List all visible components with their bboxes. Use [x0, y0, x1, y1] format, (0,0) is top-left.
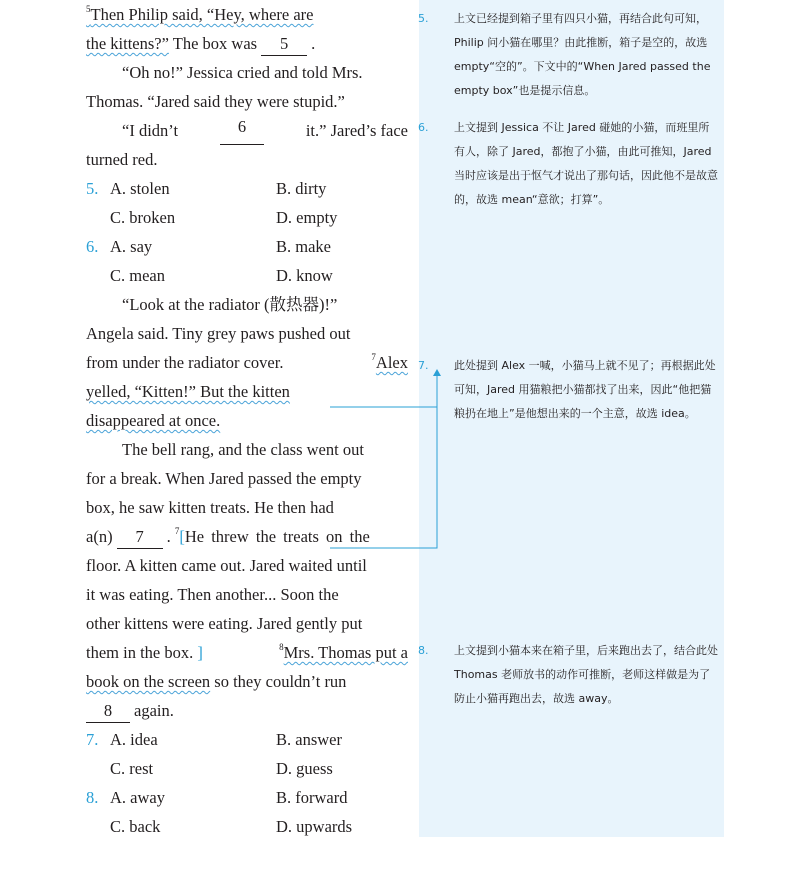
question-number: 7.	[86, 730, 99, 749]
sentence-marker-8: 8	[279, 642, 284, 652]
passage-line-17: a(n) 7 . $^7$[He threw the treats on the	[86, 522, 408, 551]
question-6-row-1	[86, 232, 408, 261]
question-number: 8.	[86, 788, 99, 807]
note-number: 7.	[418, 359, 429, 372]
passage-text: Then Philip said, “Hey, where are	[90, 5, 314, 24]
passage-line-12: yelled, “Kitten!” But the kitten	[86, 382, 290, 401]
passage-line-15: for a break. When Jared passed the empty	[86, 469, 362, 488]
option-d[interactable]: D. guess	[276, 759, 333, 778]
note-text: 上文提到 Jessica 不让 Jared 碰她的小猫，而班里所有人，除了 Jared，都抱了小猫，由此可推知，Jared 当时应该是出于怄气才说出了那句话，因此他不是故意的，故选 mean“意欲；打算”。	[454, 121, 718, 206]
passage-text: it.” Jared’s face	[305, 121, 408, 140]
option-a[interactable]: A. idea	[110, 730, 158, 749]
passage-line-9: “Look at the radiator (散热器)!”	[122, 295, 338, 314]
passage-line-23	[86, 696, 408, 725]
note-6	[418, 116, 718, 212]
note-text: 此处提到 Alex 一喊，小猫马上就不见了；再根据此处可知，Jared 用猫粮把小猫都找了出来，因此“他把猫粮扔在地上”是他想出来的一个主意，故选 idea。	[454, 359, 716, 420]
option-a[interactable]: A. say	[110, 237, 153, 256]
passage-text: Alex	[375, 353, 408, 372]
option-c[interactable]: C. rest	[110, 759, 154, 778]
option-b[interactable]: B. make	[276, 237, 331, 256]
note-5	[418, 7, 718, 103]
passage-text: The box was	[168, 34, 258, 53]
passage-line-5	[86, 116, 408, 145]
answer-blank-7[interactable]: 7	[117, 526, 163, 549]
passage-line-2: the kittens?” The box was 5 .	[86, 29, 408, 58]
answer-blank-8[interactable]: 8	[86, 700, 130, 723]
passage-text: a(n)	[86, 527, 113, 546]
passage-text: disappeared at once.	[86, 411, 221, 430]
passage-text: the kittens?”	[86, 34, 169, 53]
note-text: 上文提到小猫本来在箱子里，后来跑出去了，结合此处 Thomas 老师放书的动作可推断，老师这样做是为了防止小猫再跑出去，故选 away。	[454, 644, 718, 705]
question-7-row-2	[86, 754, 408, 783]
sentence-marker-7: 7	[174, 526, 180, 536]
passage-line-20: other kittens were eating. Jared gently put	[86, 614, 363, 633]
passage-line-22	[86, 667, 408, 696]
option-d[interactable]: D. upwards	[276, 817, 353, 836]
passage-line-4: Thomas. “Jared said they were stupid.”	[86, 92, 345, 111]
question-7-row-1	[86, 725, 408, 754]
option-d[interactable]: D. know	[276, 266, 333, 285]
passage-line-16: box, he saw kitten treats. He then had	[86, 498, 334, 517]
option-b[interactable]: B. answer	[276, 730, 342, 749]
option-c[interactable]: C. mean	[110, 266, 165, 285]
passage-text: He threw the treats on the	[184, 527, 370, 546]
answer-blank-5[interactable]: 5	[261, 33, 307, 56]
passage-line-19: it was eating. Then another... Soon the	[86, 585, 339, 604]
question-5-row-1	[86, 174, 408, 203]
passage-line-13	[86, 406, 408, 435]
passage-text: book on the screen	[86, 672, 211, 691]
passage-text: them in the box.	[86, 643, 194, 662]
option-c[interactable]: C. broken	[110, 208, 176, 227]
note-text: 上文已经提到箱子里有四只小猫，再结合此句可知，Philip 问小猫在哪里？由此推断，箱子是空的，故选 empty“空的”。下文中的“When Jared passed the empty box”也是提示信息。	[454, 12, 711, 97]
question-5-row-2	[86, 203, 408, 232]
question-number: 6.	[86, 237, 99, 256]
sentence-marker-5: 5	[86, 4, 91, 14]
note-number: 8.	[418, 644, 429, 657]
passage-line-3: “Oh no!” Jessica cried and told Mrs.	[122, 63, 363, 82]
option-a[interactable]: A. stolen	[110, 179, 170, 198]
passage-text: Mrs. Thomas put a	[283, 643, 408, 662]
option-b[interactable]: B. forward	[276, 788, 348, 807]
note-number: 5.	[418, 12, 429, 25]
passage-line-6: turned red.	[86, 150, 158, 169]
passage-text: again.	[134, 701, 174, 720]
question-number: 5.	[86, 179, 99, 198]
bracket-open: [	[179, 527, 185, 546]
passage-line-1	[86, 0, 408, 29]
note-number: 6.	[418, 121, 429, 134]
question-6-row-2	[86, 261, 408, 290]
option-b[interactable]: B. dirty	[276, 179, 327, 198]
sentence-marker-7: 7	[371, 352, 376, 362]
note-8	[418, 639, 718, 711]
passage-line-21	[86, 638, 408, 667]
passage-text: so they couldn’t run	[210, 672, 347, 691]
option-a[interactable]: A. away	[110, 788, 165, 807]
option-c[interactable]: C. back	[110, 817, 161, 836]
note-7	[418, 354, 718, 426]
passage-line-11	[86, 348, 408, 377]
bracket-close: ]	[197, 643, 203, 662]
answer-blank-6[interactable]: 6	[220, 116, 264, 145]
passage-line-10: Angela said. Tiny grey paws pushed out	[86, 324, 351, 343]
passage-line-18: floor. A kitten came out. Jared waited until	[86, 556, 367, 575]
question-8-row-1	[86, 783, 408, 812]
passage-line-14: The bell rang, and the class went out	[122, 440, 364, 459]
option-d[interactable]: D. empty	[276, 208, 338, 227]
passage-text: “I didn’t	[122, 121, 179, 140]
passage-text: from under the radiator cover.	[86, 353, 284, 372]
question-8-row-2	[86, 812, 408, 841]
